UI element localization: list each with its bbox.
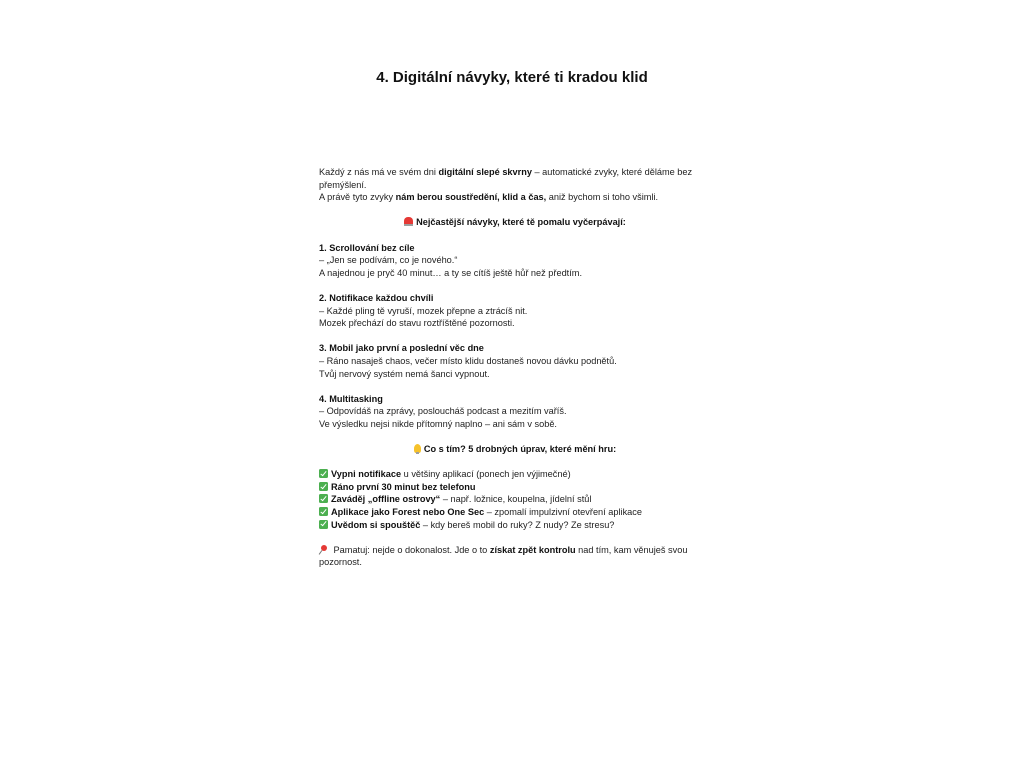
check-icon bbox=[319, 469, 328, 478]
intro-text: – automatické zvyky, které děláme bez bbox=[531, 167, 693, 177]
check-icon bbox=[319, 520, 328, 529]
closing-text: nad tím, kam věnuješ svou bbox=[575, 544, 688, 555]
habit-line: Ve výsledku nejsi nikde přítomný naplno – ani sám v sobě. bbox=[319, 418, 557, 429]
habit-line: – „Jen se podívám, co je nového.“ bbox=[319, 255, 458, 266]
tip-text: u většiny aplikací (ponech jen výjimečné) bbox=[401, 469, 571, 480]
habit-title-text: 3. Mobil jako první a poslední věc dne bbox=[319, 343, 484, 354]
closing-text: Pamatuj: nejde o dokonalost. Jde o to bbox=[331, 544, 490, 555]
tip-item bbox=[319, 481, 711, 494]
tips-heading-text: Co s tím? 5 drobných úprav, které mění hru: bbox=[423, 444, 617, 455]
article-body bbox=[319, 166, 711, 569]
habit-line: Mozek přechází do stavu roztříštěné pozornosti. bbox=[319, 318, 515, 329]
habit-title bbox=[319, 342, 711, 355]
pin-icon bbox=[319, 545, 328, 554]
habits-heading-text: Nejčastější návyky, které tě pomalu vyčerpávají: bbox=[416, 217, 626, 228]
intro-text: Každý z nás má ve svém dni bbox=[319, 167, 439, 177]
habit-line: A najednou je pryč 40 minut… a ty se cítíš ještě hůř než předtím. bbox=[319, 267, 582, 278]
closing-bold: získat zpět kontrolu bbox=[489, 544, 576, 555]
tip-bold: Zaváděj „offline ostrovy“ bbox=[331, 494, 441, 505]
intro-bold: nám berou soustředění, klid a čas, bbox=[395, 192, 547, 203]
closing-line-1 bbox=[319, 544, 711, 557]
tip-bold: Vypni notifikace bbox=[331, 469, 402, 480]
intro-text: A právě tyto zvyky bbox=[319, 192, 396, 203]
tip-bold: Ráno první 30 minut bez telefonu bbox=[331, 481, 476, 492]
tip-item bbox=[319, 519, 711, 532]
siren-icon bbox=[404, 217, 413, 226]
tip-item bbox=[319, 468, 711, 481]
habit-line: – Ráno nasaješ chaos, večer místo klidu dostaneš novou dávku podnětů. bbox=[319, 355, 617, 366]
bulb-icon bbox=[414, 444, 421, 453]
habit-title-text: 4. Multitasking bbox=[319, 393, 383, 404]
tip-text: – např. ložnice, koupelna, jídelní stůl bbox=[440, 494, 592, 505]
intro-bold: digitální slepé skvrny bbox=[438, 167, 532, 177]
habit-line: – Odpovídáš na zprávy, posloucháš podcast a mezitím vaříš. bbox=[319, 406, 567, 417]
intro-text: aniž bychom si toho všimli. bbox=[546, 192, 659, 203]
tip-item bbox=[319, 493, 711, 506]
check-icon bbox=[319, 507, 328, 516]
intro-line-1 bbox=[319, 166, 711, 179]
habit-title bbox=[319, 292, 711, 305]
tip-bold: Uvědom si spouštěč bbox=[331, 519, 421, 530]
tip-item bbox=[319, 506, 711, 519]
habit-line: Tvůj nervový systém nemá šanci vypnout. bbox=[319, 368, 490, 379]
tip-text: – kdy bereš mobil do ruky? Z nudy? Ze stresu? bbox=[420, 519, 615, 530]
page-title: 4. Digitální návyky, které ti kradou klid bbox=[376, 69, 648, 86]
habit-line: – Každé pling tě vyruší, mozek přepne a ztrácíš nit. bbox=[319, 305, 528, 316]
habit-title-text: 2. Notifikace každou chvíli bbox=[319, 292, 434, 303]
habit-title-text: 1. Scrollování bez cíle bbox=[319, 242, 415, 253]
tip-text: – zpomalí impulzivní otevření aplikace bbox=[484, 507, 642, 518]
tip-bold: Aplikace jako Forest nebo One Sec bbox=[331, 507, 485, 518]
habit-title bbox=[319, 393, 711, 406]
tips-heading bbox=[319, 443, 711, 456]
intro-line-3 bbox=[319, 191, 711, 204]
intro-line-2: přemýšlení. bbox=[319, 179, 367, 190]
habits-heading bbox=[319, 216, 711, 229]
closing-line-2: pozornost. bbox=[319, 557, 362, 568]
check-icon bbox=[319, 494, 328, 503]
check-icon bbox=[319, 482, 328, 491]
habit-title bbox=[319, 242, 711, 255]
